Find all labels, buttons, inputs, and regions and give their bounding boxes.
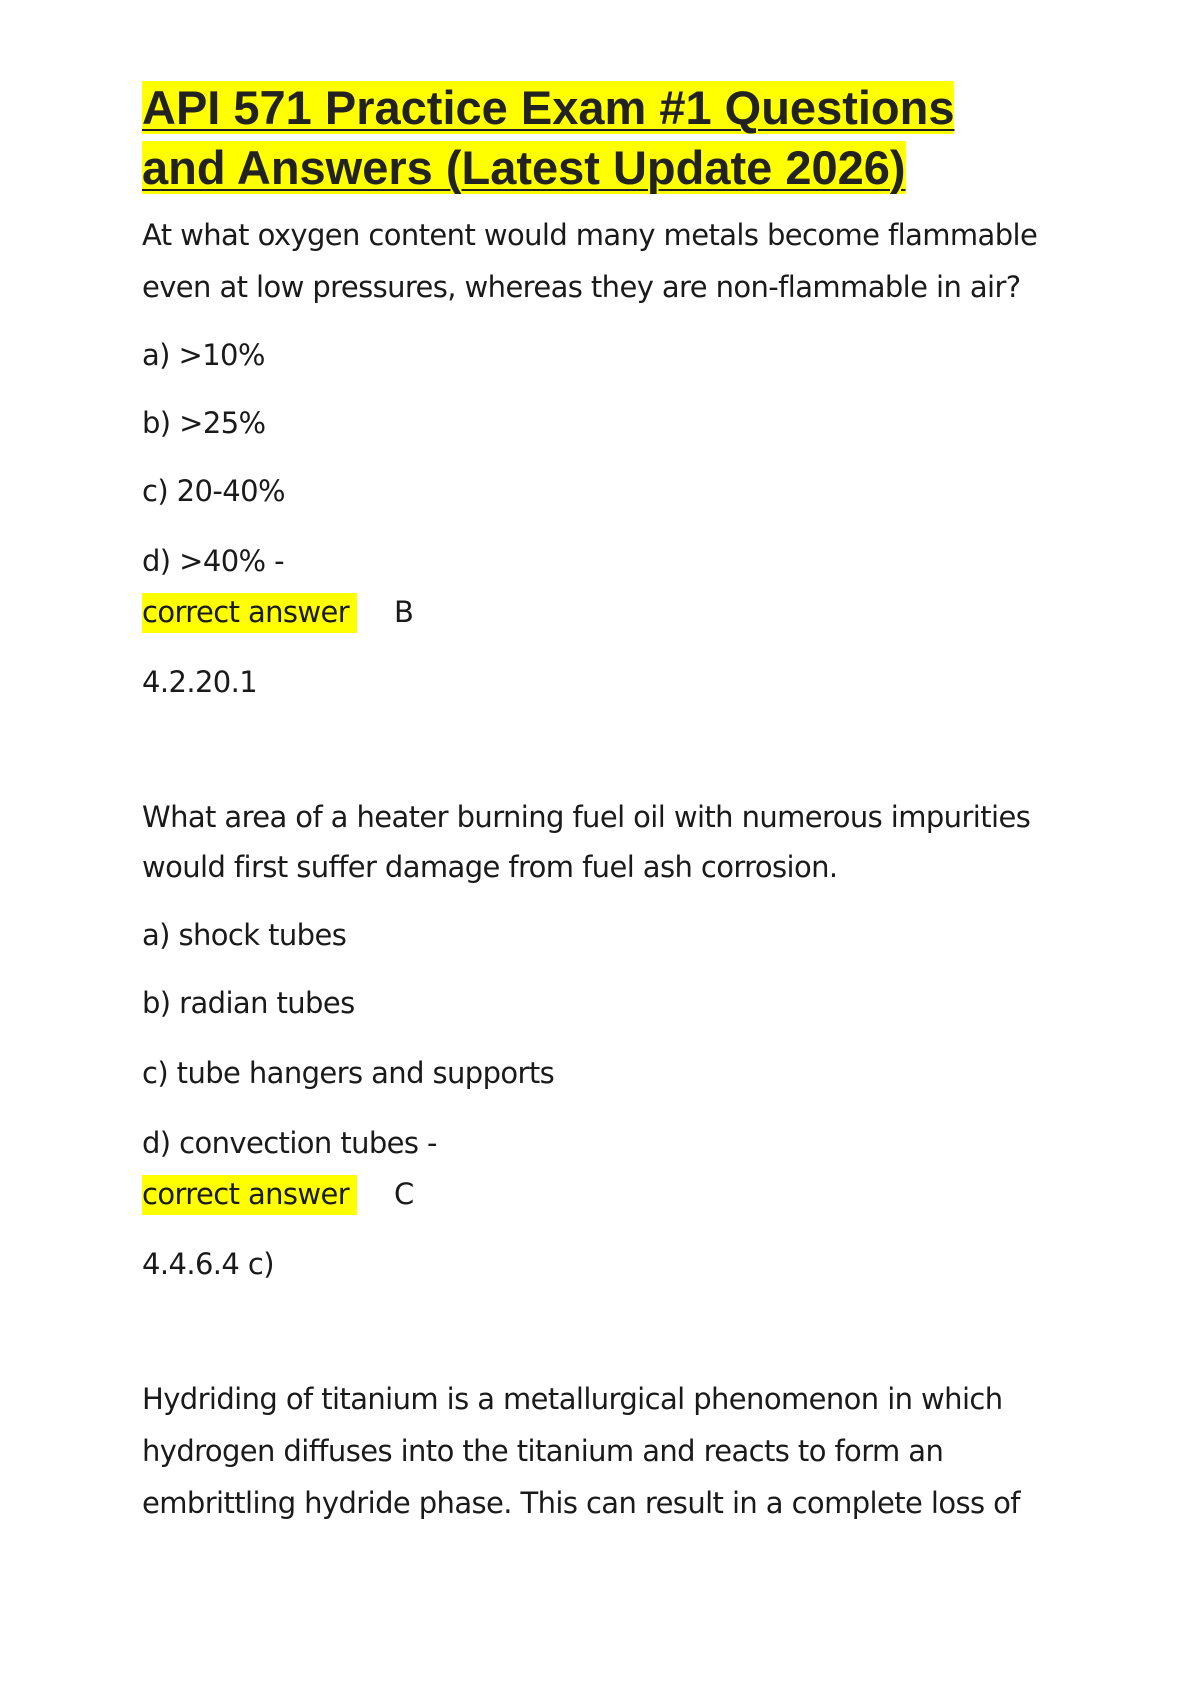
question-2-option-d: d) convection tubes - (142, 1126, 437, 1160)
question-1-answer-letter: B (394, 595, 414, 629)
question-1-option-a: a) >10% (142, 338, 265, 372)
title-line-1: API 571 Practice Exam #1 Questions (142, 81, 955, 134)
question-3-text-line-3: embrittling hydride phase. This can result in a complete loss of (142, 1486, 1020, 1520)
question-3-text-line-1: Hydriding of titanium is a metallurgical phenomenon in which (142, 1382, 1003, 1416)
question-1-answer-row (142, 595, 357, 629)
question-1-option-b: b) >25% (142, 406, 266, 440)
page-title (142, 78, 1042, 198)
question-2-answer-row (142, 1177, 357, 1211)
correct-answer-label: correct answer (142, 1175, 357, 1215)
question-1-text-line-1: At what oxygen content would many metals become flammable (142, 218, 1038, 252)
question-2-reference: 4.4.6.4 c) (142, 1247, 274, 1281)
title-line-2: and Answers (Latest Update 2026) (142, 141, 906, 194)
question-2-option-a: a) shock tubes (142, 918, 347, 952)
question-1-reference: 4.2.20.1 (142, 665, 258, 699)
question-1-option-d: d) >40% - (142, 544, 284, 578)
question-2-option-b: b) radian tubes (142, 986, 355, 1020)
question-2-text-line-2: would first suffer damage from fuel ash corrosion. (142, 850, 838, 884)
question-2-text-line-1: What area of a heater burning fuel oil with numerous impurities (142, 800, 1031, 834)
question-2-option-c: c) tube hangers and supports (142, 1056, 555, 1090)
question-1-text-line-2: even at low pressures, whereas they are non-flammable in air? (142, 270, 1021, 304)
question-1-option-c: c) 20-40% (142, 474, 285, 508)
question-3-text-line-2: hydrogen diffuses into the titanium and reacts to form an (142, 1434, 944, 1468)
question-2-answer-letter: C (394, 1177, 414, 1211)
correct-answer-label: correct answer (142, 593, 357, 633)
